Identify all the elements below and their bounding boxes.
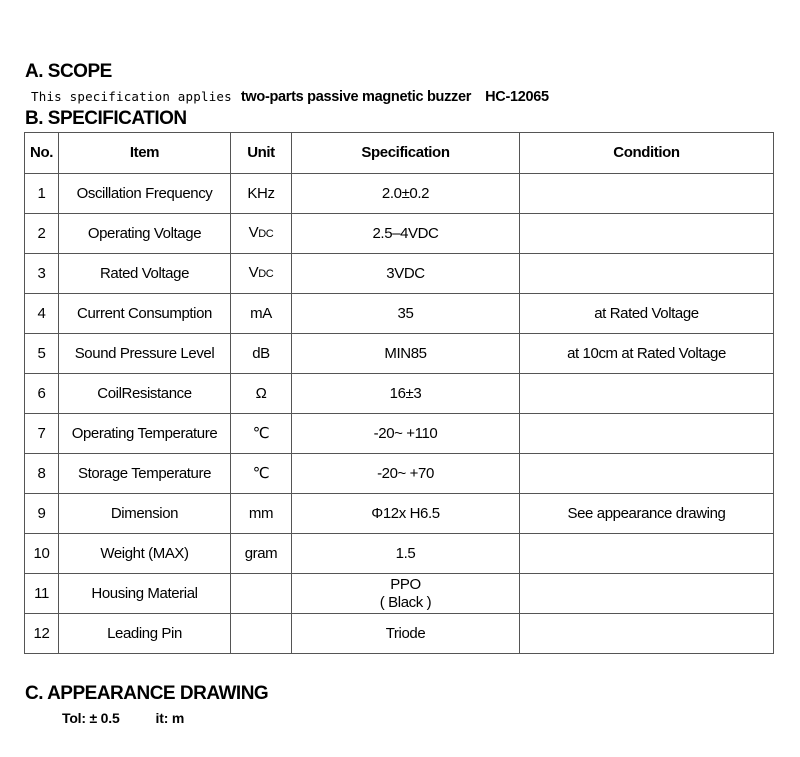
- row-spec: 3VDC: [292, 254, 520, 294]
- table-row: [25, 614, 774, 654]
- row-no: 8: [25, 454, 59, 494]
- header-unit: Unit: [231, 133, 292, 174]
- row-condition: [520, 414, 774, 454]
- row-condition: [520, 174, 774, 214]
- table-row: [25, 374, 774, 414]
- row-condition: [520, 214, 774, 254]
- row-unit: gram: [231, 534, 292, 574]
- row-item: Rated Voltage: [59, 254, 231, 294]
- tolerance-line: [62, 710, 184, 726]
- row-item: Oscillation Frequency: [59, 174, 231, 214]
- row-unit: ℃: [231, 414, 292, 454]
- table-row: [25, 534, 774, 574]
- header-condition: Condition: [520, 133, 774, 174]
- row-spec: 16±3: [292, 374, 520, 414]
- row-spec: -20~ +70: [292, 454, 520, 494]
- table-row: [25, 334, 774, 374]
- scope-heading: A. SCOPE: [25, 61, 112, 82]
- header-no: No.: [25, 133, 59, 174]
- row-condition: [520, 454, 774, 494]
- row-item: Operating Voltage: [59, 214, 231, 254]
- row-spec: Φ12x H6.5: [292, 494, 520, 534]
- row-spec: MIN85: [292, 334, 520, 374]
- row-no: 3: [25, 254, 59, 294]
- row-item: Dimension: [59, 494, 231, 534]
- table-row: [25, 494, 774, 534]
- row-item: Weight (MAX): [59, 534, 231, 574]
- row-spec: 1.5: [292, 534, 520, 574]
- unit-text: it: m: [155, 710, 185, 726]
- row-condition: [520, 374, 774, 414]
- unit-main: V: [248, 224, 259, 241]
- row-unit: Ω: [231, 374, 292, 414]
- row-no: 10: [25, 534, 59, 574]
- row-spec: [292, 574, 520, 614]
- appearance-drawing-heading: C. APPEARANCE DRAWING: [25, 683, 269, 704]
- row-item: CoilResistance: [59, 374, 231, 414]
- row-no: 6: [25, 374, 59, 414]
- row-item: Operating Temperature: [59, 414, 231, 454]
- row-no: 9: [25, 494, 59, 534]
- scope-product-name: two-parts passive magnetic buzzer: [240, 89, 472, 105]
- row-spec: Triode: [292, 614, 520, 654]
- row-no: 4: [25, 294, 59, 334]
- row-no: 1: [25, 174, 59, 214]
- scope-model-number: HC-12065: [485, 89, 549, 105]
- scope-lead-text: This specification applies: [31, 89, 232, 104]
- row-unit: ℃: [231, 454, 292, 494]
- row-no: 5: [25, 334, 59, 374]
- table-header-row: [25, 133, 774, 174]
- row-unit: [231, 214, 292, 254]
- specification-table: [24, 132, 774, 654]
- row-condition: [520, 534, 774, 574]
- row-condition: [520, 574, 774, 614]
- row-no: 12: [25, 614, 59, 654]
- row-unit: [231, 254, 292, 294]
- tolerance-text: Tol: ± 0.5: [62, 710, 120, 726]
- row-condition: [520, 254, 774, 294]
- row-unit: KHz: [231, 174, 292, 214]
- row-no: 11: [25, 574, 59, 614]
- row-spec: 2.5–4VDC: [292, 214, 520, 254]
- row-no: 7: [25, 414, 59, 454]
- row-condition: See appearance drawing: [520, 494, 774, 534]
- row-unit: mm: [231, 494, 292, 534]
- row-spec: 35: [292, 294, 520, 334]
- specification-heading: B. SPECIFICATION: [25, 108, 187, 129]
- spec-line-2: ( Black ): [379, 593, 432, 611]
- row-unit: dB: [231, 334, 292, 374]
- scope-statement: [31, 88, 549, 106]
- row-unit: [231, 614, 292, 654]
- unit-main: V: [248, 264, 259, 281]
- row-item: Housing Material: [59, 574, 231, 614]
- table-row: [25, 574, 774, 614]
- header-item: Item: [59, 133, 231, 174]
- unit-sub: DC: [258, 268, 274, 280]
- row-item: Current Consumption: [59, 294, 231, 334]
- table-row: [25, 174, 774, 214]
- row-item: Storage Temperature: [59, 454, 231, 494]
- row-unit: [231, 574, 292, 614]
- table-row: [25, 214, 774, 254]
- table-row: [25, 414, 774, 454]
- row-condition: at 10cm at Rated Voltage: [520, 334, 774, 374]
- spec-line-1: PPO: [390, 575, 421, 593]
- unit-sub: DC: [258, 228, 274, 240]
- row-no: 2: [25, 214, 59, 254]
- row-condition: [520, 614, 774, 654]
- row-spec: -20~ +110: [292, 414, 520, 454]
- header-specification: Specification: [292, 133, 520, 174]
- row-spec: 2.0±0.2: [292, 174, 520, 214]
- table-row: [25, 254, 774, 294]
- row-condition: at Rated Voltage: [520, 294, 774, 334]
- table-row: [25, 454, 774, 494]
- row-item: Leading Pin: [59, 614, 231, 654]
- table-row: [25, 294, 774, 334]
- row-item: Sound Pressure Level: [59, 334, 231, 374]
- row-unit: mA: [231, 294, 292, 334]
